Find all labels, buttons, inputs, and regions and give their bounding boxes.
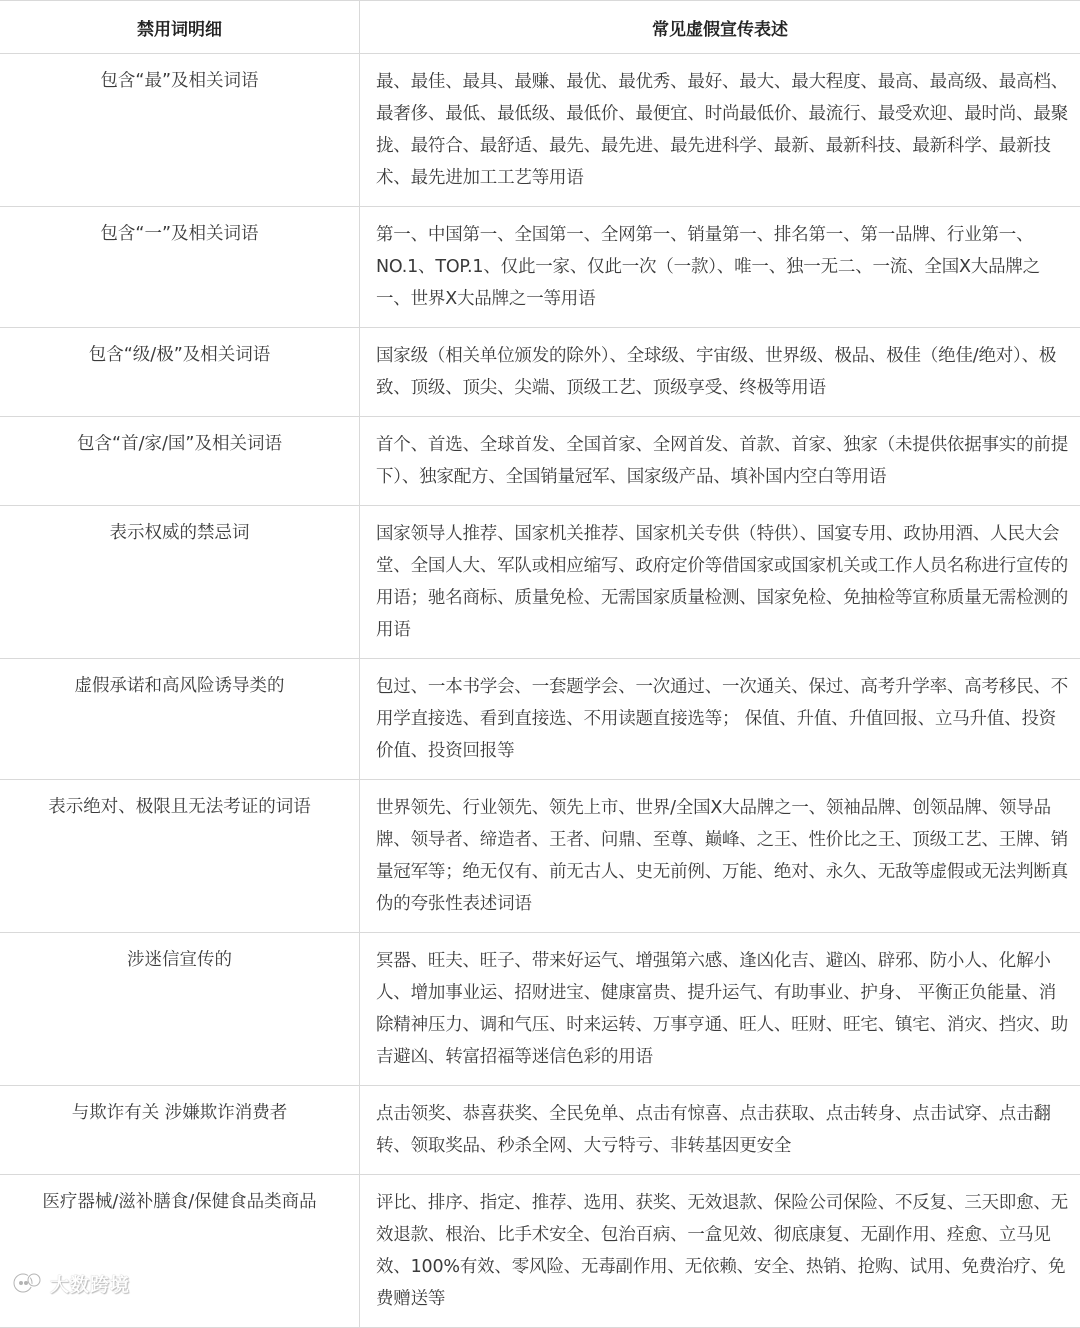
table-row: [0, 1175, 1080, 1328]
row-category: 包含“最”及相关词语: [0, 54, 360, 207]
row-category: 包含“首/家/国”及相关词语: [0, 417, 360, 506]
table-row: [0, 1086, 1080, 1175]
row-description: 冥器、旺夫、旺子、带来好运气、增强第六感、逢凶化吉、避凶、辟邪、防小人、化解小人、增加事业运、招财进宝、健康富贵、提升运气、有助事业、护身、 平衡正负能量、消除精神压力、调和气压、时来运转、万事亨通、旺人、旺财、旺宅、镇宅、消灾、挡灾、助吉避凶、转富招福等迷信色彩的用语: [360, 933, 1080, 1086]
row-category: 包含“一”及相关词语: [0, 207, 360, 328]
table-row: [0, 54, 1080, 207]
row-description: 首个、首选、全球首发、全国首家、全网首发、首款、首家、独家（未提供依据事实的前提下）、独家配方、全国销量冠军、国家级产品、填补国内空白等用语: [360, 417, 1080, 506]
table-row: [0, 506, 1080, 659]
row-description: 最、最佳、最具、最赚、最优、最优秀、最好、最大、最大程度、最高、最高级、最高档、最奢侈、最低、最低级、最低价、最便宜、时尚最低价、最流行、最受欢迎、最时尚、最聚拢、最符合、最舒适、最先、最先进、最先进科学、最新、最新科技、最新科学、最新技术、最先进加工工艺等用语: [360, 54, 1080, 207]
row-description: 世界领先、行业领先、领先上市、世界/全国X大品牌之一、领袖品牌、创领品牌、领导品牌、领导者、缔造者、王者、问鼎、至尊、巅峰、之王、性价比之王、顶级工艺、王牌、销量冠军等；绝无仅有、前无古人、史无前例、万能、绝对、永久、无敌等虚假或无法判断真伪的夸张性表述词语: [360, 780, 1080, 933]
row-category: 虚假承诺和高风险诱导类的: [0, 659, 360, 780]
row-description: 国家领导人推荐、国家机关推荐、国家机关专供（特供）、国宴专用、政协用酒、人民大会堂、全国人大、军队或相应缩写、政府定价等借国家或国家机关或工作人员名称进行宣传的用语；驰名商标、质量免检、无需国家质量检测、国家免检、免抽检等宣称质量无需检测的用语: [360, 506, 1080, 659]
watermark: [10, 1268, 130, 1298]
row-description: 国家级（相关单位颁发的除外）、全球级、宇宙级、世界级、极品、极佳（绝佳/绝对）、极致、顶级、顶尖、尖端、顶级工艺、顶级享受、终极等用语: [360, 328, 1080, 417]
row-description: 包过、一本书学会、一套题学会、一次通过、一次通关、保过、高考升学率、高考移民、不用学直接选、看到直接选、不用读题直接选等； 保值、升值、升值回报、立马升值、投资价值、投资回报等: [360, 659, 1080, 780]
watermark-text: 大数跨境: [50, 1270, 130, 1297]
brand-logo-icon: [10, 1270, 44, 1296]
row-description: 评比、排序、指定、推荐、选用、获奖、无效退款、保险公司保险、不反复、三天即愈、无效退款、根治、比手术安全、包治百病、一盒见效、彻底康复、无副作用、痊愈、立马见效、100%有效、零风险、无毒副作用、无依赖、安全、热销、抢购、试用、免费治疗、免费赠送等: [360, 1175, 1080, 1328]
table-row: [0, 207, 1080, 328]
row-description: 第一、中国第一、全国第一、全网第一、销量第一、排名第一、第一品牌、行业第一、NO.1、TOP.1、仅此一家、仅此一次（一款）、唯一、独一无二、一流、全国X大品牌之一、世界X大品牌之一等用语: [360, 207, 1080, 328]
header-description: 常见虚假宣传表述: [360, 1, 1080, 54]
row-description: 点击领奖、恭喜获奖、全民免单、点击有惊喜、点击获取、点击转身、点击试穿、点击翻转、领取奖品、秒杀全网、大亏特亏、非转基因更安全: [360, 1086, 1080, 1175]
row-category: 与欺诈有关 涉嫌欺诈消费者: [0, 1086, 360, 1175]
row-category: 涉迷信宣传的: [0, 933, 360, 1086]
row-category: 表示权威的禁忌词: [0, 506, 360, 659]
row-category: 医疗器械/滋补膳食/保健食品类商品: [0, 1175, 360, 1328]
table-row: [0, 933, 1080, 1086]
row-category: 表示绝对、极限且无法考证的词语: [0, 780, 360, 933]
table-row: [0, 780, 1080, 933]
row-category: 包含“级/极”及相关词语: [0, 328, 360, 417]
table-row: [0, 659, 1080, 780]
table-row: [0, 328, 1080, 417]
table-header-row: [0, 1, 1080, 54]
header-category: 禁用词明细: [0, 1, 360, 54]
table-row: [0, 417, 1080, 506]
